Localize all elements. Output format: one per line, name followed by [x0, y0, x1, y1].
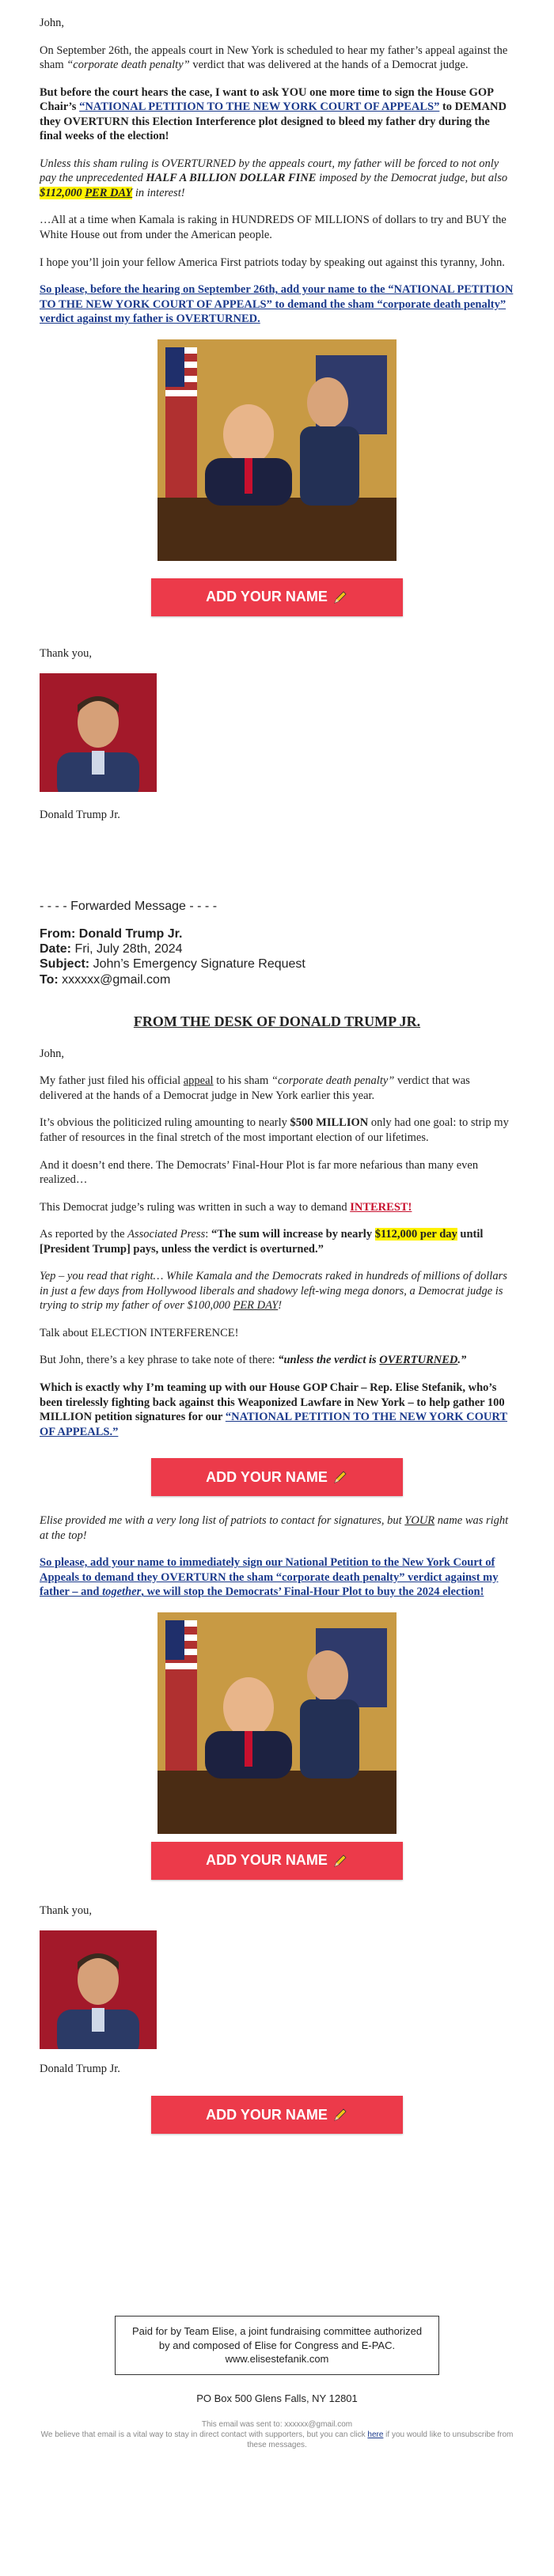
signature-portrait	[40, 1930, 157, 2049]
fwd-paragraph-cta	[40, 1555, 514, 1600]
fwd-petition-link[interactable]: “NATIONAL PETITION TO THE NEW YORK COURT OF APPEALS.”	[40, 1411, 508, 1438]
unsubscribe-link[interactable]: here	[367, 2430, 384, 2440]
paragraph-appeal: On September 26th, the appeals court in New York is scheduled to hear my father’s appeal against the sham “corporate death penalty” verdict that was delivered at the hands of a Democrat judge.	[40, 44, 508, 72]
signature-portrait	[40, 673, 157, 792]
greeting: John,	[40, 17, 65, 29]
paragraph-fine: Unless this sham ruling is OVERTURNED by the appeals court, my father will be forced to not only pay the unprecedented HALF A BILLION DOLLAR FINE imposed by the Democrat judge, but also $112,000 PER DAY in interest!	[40, 157, 508, 199]
add-your-name-button[interactable]: ADD YOUR NAME	[151, 1842, 403, 1880]
cta-link[interactable]: So please, before the hearing on September 26th, add your name to the “NATIONAL PETITION TO THE NEW YORK COURT OF APPEALS” to demand the sham “corporate death penalty” verdict against my father is OVERTURNED.	[40, 283, 514, 326]
fwd-paragraph-appeal: My father just filed his official appeal to his sham “corporate death penalty” verdict that was delivered at the hands of a Democrat judge in New York earlier this year.	[40, 1074, 470, 1102]
thanks: Thank you,	[40, 646, 93, 660]
forwarded-header	[40, 899, 514, 987]
paid-for-disclaimer: Paid for by Team Elise, a joint fundraising committee authorized by and composed of Elise for Congress and E-PAC. www.elisestefanik.com	[115, 2316, 439, 2375]
oval-office-photo[interactable]	[157, 339, 397, 561]
portrait-illustration	[40, 673, 157, 792]
paragraph-kamala: …All at a time when Kamala is raking in HUNDREDS OF MILLIONS of dollars to try and BUY the White House out from under the American people.	[40, 214, 507, 242]
sent-to-notice: This email was sent to: xxxxxx@gmail.com	[201, 2420, 353, 2430]
pencil-icon	[332, 2107, 348, 2123]
pencil-icon	[332, 1469, 348, 1485]
add-your-name-button[interactable]: ADD YOUR NAME	[151, 2096, 403, 2134]
portrait-illustration	[40, 1930, 157, 2049]
fwd-cta-link[interactable]: So please, add your name to immediately sign our National Petition to the New York Court of Appeals to demand they OVERTURN the sham “corporate death penalty” verdict against my father – and together, we will stop the Democrats’ Final-Hour Plot to buy the 2024 election!	[40, 1556, 499, 1599]
fwd-paragraph-ap: As reported by the Associated Press: “The sum will increase by nearly $112,000 per day until [President Trump] pays, unless the verdict is overturned.”	[40, 1228, 484, 1256]
oval-office-photo[interactable]	[157, 1612, 397, 1834]
signature: Donald Trump Jr.	[40, 809, 120, 822]
photo-illustration	[157, 1612, 397, 1834]
mailing-address: PO Box 500 Glens Falls, NY 12801	[196, 2392, 358, 2404]
forwarded-from: From: Donald Trump Jr.	[40, 927, 183, 941]
paragraph-join: I hope you’ll join your fellow America First patriots today by speaking out against this tyranny, John.	[40, 256, 505, 269]
fwd-paragraph-key-phrase: But John, there’s a key phrase to take note of there: “unless the verdict is OVERTURNED.”	[40, 1354, 467, 1367]
petition-link[interactable]: “NATIONAL PETITION TO THE NEW YORK COURT OF APPEALS”	[79, 100, 440, 114]
forwarded-title: - - - - Forwarded Message - - - -	[40, 899, 218, 913]
fwd-paragraph-hollywood: Yep – you read that right… While Kamala and the Democrats raked in hundreds of millions of dollars in just a few days from Hollywood liberals and shadowy left-wing mega donors, a Democrat judge is trying to strip my father of over $100,000 PER DAY!	[40, 1270, 507, 1313]
desk-title: FROM THE DESK OF DONALD TRUMP JR.	[133, 1013, 421, 1029]
forwarded-date: Date: Fri, July 28th, 2024	[40, 942, 183, 957]
email-body	[40, 0, 514, 2450]
pencil-icon	[332, 589, 348, 605]
fwd-paragraph-list: Elise provided me with a very long list of patriots to contact for signatures, but YOUR name was right at the top!	[40, 1514, 509, 1542]
fwd-paragraph-plot: And it doesn’t end there. The Democrats’ Final-Hour Plot is far more nefarious than many even realized…	[40, 1158, 479, 1187]
add-your-name-button[interactable]: ADD YOUR NAME	[151, 578, 403, 616]
fwd-paragraph-interference: Talk about ELECTION INTERFERENCE!	[40, 1326, 239, 1339]
paragraph-cta	[40, 282, 514, 327]
fwd-paragraph-500m: It’s obvious the politicized ruling amounting to nearly $500 MILLION only had one goal: to strip my father of resources in the final stretch of the most important election of our lifetimes.	[40, 1116, 509, 1144]
fwd-greeting: John,	[40, 1047, 65, 1060]
fwd-paragraph-stefanik: Which is exactly why I’m teaming up with our House GOP Chair – Rep. Elise Stefanik, who’s been tirelessly fighting back against this Weaponized Lawfare in New York – to help gather 100 MILLION petition signatures for our “NATIONAL PETITION TO THE NEW YORK COURT OF APPEALS.”	[40, 1381, 508, 1438]
fwd-signature: Donald Trump Jr.	[40, 2063, 120, 2076]
paragraph-petition-ask: But before the court hears the case, I want to ask YOU one more time to sign the House GOP Chair’s “NATIONAL PETITION TO THE NEW YORK COURT OF APPEALS” to DEMAND they OVERTURN this Election Interference plot designed to bleed my father dry during the final weeks of the election!	[40, 85, 507, 143]
fwd-paragraph-interest: This Democrat judge’s ruling was written in such a way to demand INTEREST!	[40, 1200, 412, 1214]
photo-illustration	[157, 339, 397, 561]
unsubscribe-notice: We believe that email is a vital way to stay in direct contact with supporters, but you can click here if you would like to unsubscribe from these messages.	[40, 2430, 514, 2450]
fwd-thanks: Thank you,	[40, 1904, 93, 1917]
pencil-icon	[332, 1853, 348, 1869]
forwarded-subject: Subject: John’s Emergency Signature Request	[40, 957, 305, 972]
forwarded-to: To: xxxxxx@gmail.com	[40, 972, 171, 987]
add-your-name-button[interactable]: ADD YOUR NAME	[151, 1458, 403, 1496]
